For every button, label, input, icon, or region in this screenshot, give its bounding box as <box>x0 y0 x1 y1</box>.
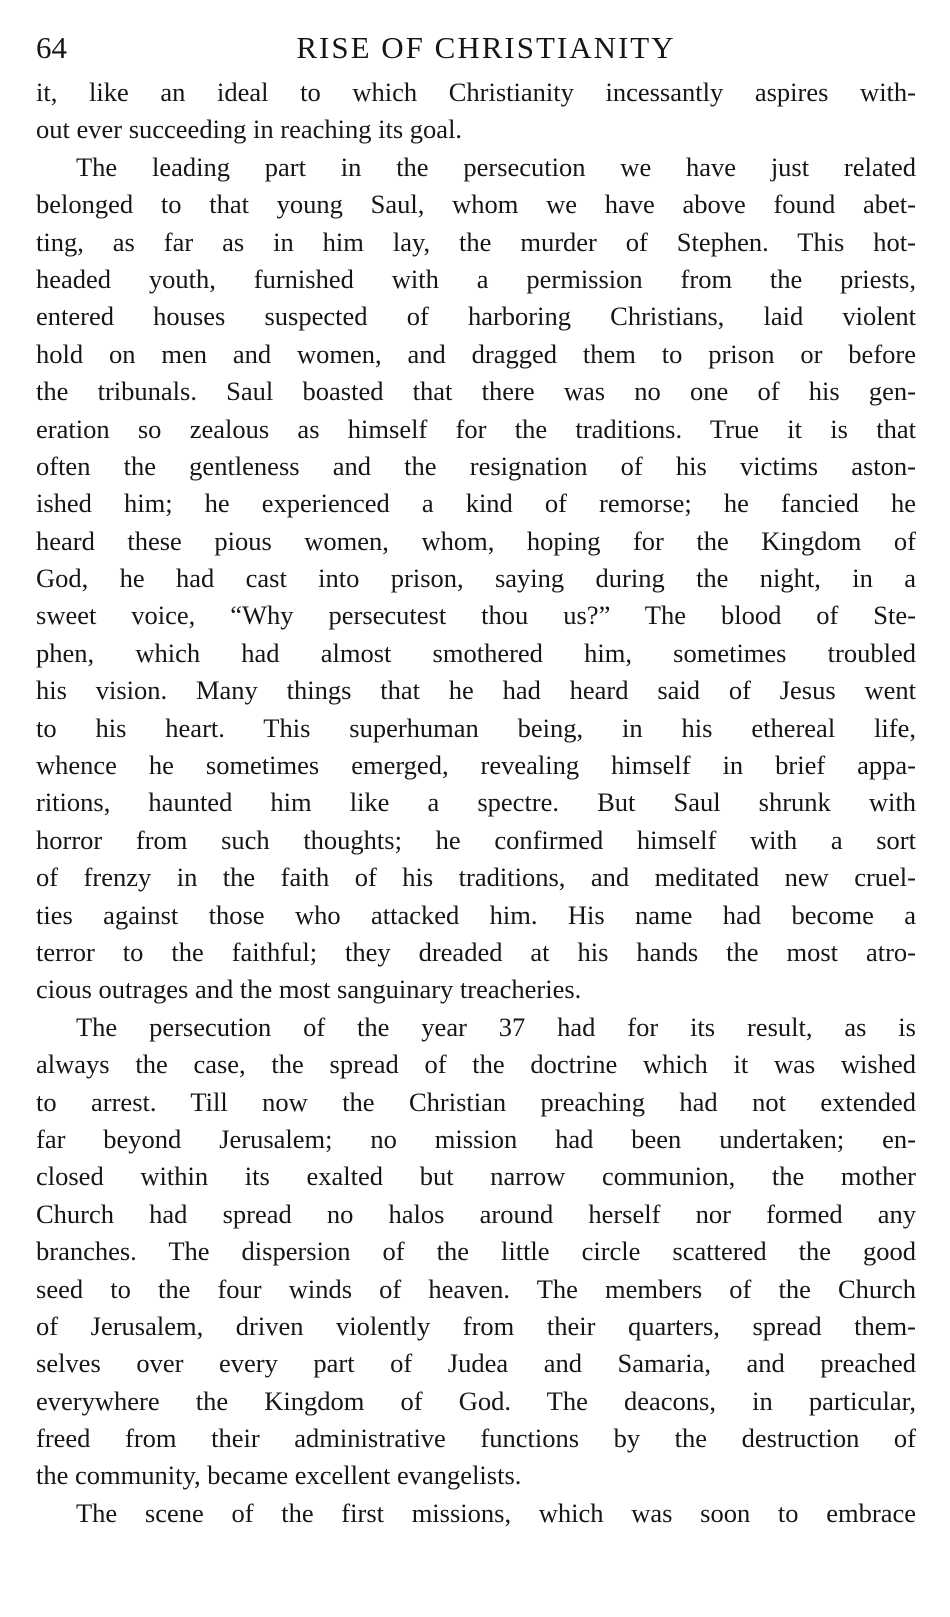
text-line: the tribunals. Saul boasted that there was no one of his gen- <box>36 376 916 407</box>
text-line: of frenzy in the faith of his traditions, and meditated new cruel- <box>36 862 916 893</box>
text-line: to arrest. Till now the Christian preaching had not extended <box>36 1086 916 1117</box>
text-line: hold on men and women, and dragged them to prison or before <box>36 338 916 369</box>
text-line: eration so zealous as himself for the traditions. True it is that <box>36 413 916 444</box>
text-line: phen, which had almost smothered him, sometimes troubled <box>36 637 916 668</box>
text-line: ritions, haunted him like a spectre. But Saul shrunk with <box>36 787 916 818</box>
body-text <box>36 74 916 1532</box>
text-line: out ever succeeding in reaching its goal. <box>36 114 463 145</box>
text-line: terror to the faithful; they dreaded at his hands the most atro- <box>36 936 916 967</box>
text-line: The leading part in the persecution we have just related <box>76 151 916 182</box>
text-line: of Jerusalem, driven violently from their quarters, spread them- <box>36 1310 916 1341</box>
text-line: The scene of the first missions, which was soon to embrace <box>76 1497 916 1528</box>
text-line: always the case, the spread of the doctrine which it was wished <box>36 1049 916 1080</box>
text-line: entered houses suspected of harboring Christians, laid violent <box>36 301 916 332</box>
text-line: ished him; he experienced a kind of remorse; he fancied he <box>36 488 916 519</box>
text-line: far beyond Jerusalem; no mission had been undertaken; en- <box>36 1123 916 1154</box>
text-line: ting, as far as in him lay, the murder of Stephen. This hot- <box>36 226 916 257</box>
text-line: The persecution of the year 37 had for its result, as is <box>76 1011 916 1042</box>
text-line: Church had spread no halos around herself nor formed any <box>36 1198 916 1229</box>
text-line: often the gentleness and the resignation of his victims aston- <box>36 450 916 481</box>
text-line: his vision. Many things that he had heard said of Jesus went <box>36 675 916 706</box>
running-title: RISE OF CHRISTIANITY <box>296 30 676 65</box>
text-line: to his heart. This superhuman being, in his ethereal life, <box>36 712 916 743</box>
text-line: belonged to that young Saul, whom we have above found abet- <box>36 189 916 220</box>
text-line: ties against those who attacked him. His name had become a <box>36 899 916 930</box>
text-line: branches. The dispersion of the little circle scattered the good <box>36 1236 916 1267</box>
text-line: God, he had cast into prison, saying during the night, in a <box>36 563 916 594</box>
text-line: seed to the four winds of heaven. The members of the Church <box>36 1273 916 1304</box>
running-head <box>36 22 916 74</box>
text-line: freed from their administrative functions by the destruction of <box>36 1423 916 1454</box>
page-number: 64 <box>36 30 67 65</box>
text-line: sweet voice, “Why persecutest thou us?” The blood of Ste- <box>36 600 916 631</box>
text-line: closed within its exalted but narrow communion, the mother <box>36 1161 916 1192</box>
book-page <box>36 22 916 1532</box>
text-line: the community, became excellent evangelists. <box>36 1460 522 1491</box>
text-line: whence he sometimes emerged, revealing himself in brief appa- <box>36 750 916 781</box>
text-line: everywhere the Kingdom of God. The deacons, in particular, <box>36 1385 916 1416</box>
text-line: cious outrages and the most sanguinary treacheries. <box>36 974 582 1005</box>
text-line: selves over every part of Judea and Samaria, and preached <box>36 1348 916 1379</box>
text-line: headed youth, furnished with a permission from the priests, <box>36 263 916 294</box>
text-line: it, like an ideal to which Christianity incessantly aspires with- <box>36 77 916 107</box>
text-line: horror from such thoughts; he confirmed himself with a sort <box>36 824 916 855</box>
text-line: heard these pious women, whom, hoping for the Kingdom of <box>36 525 916 556</box>
